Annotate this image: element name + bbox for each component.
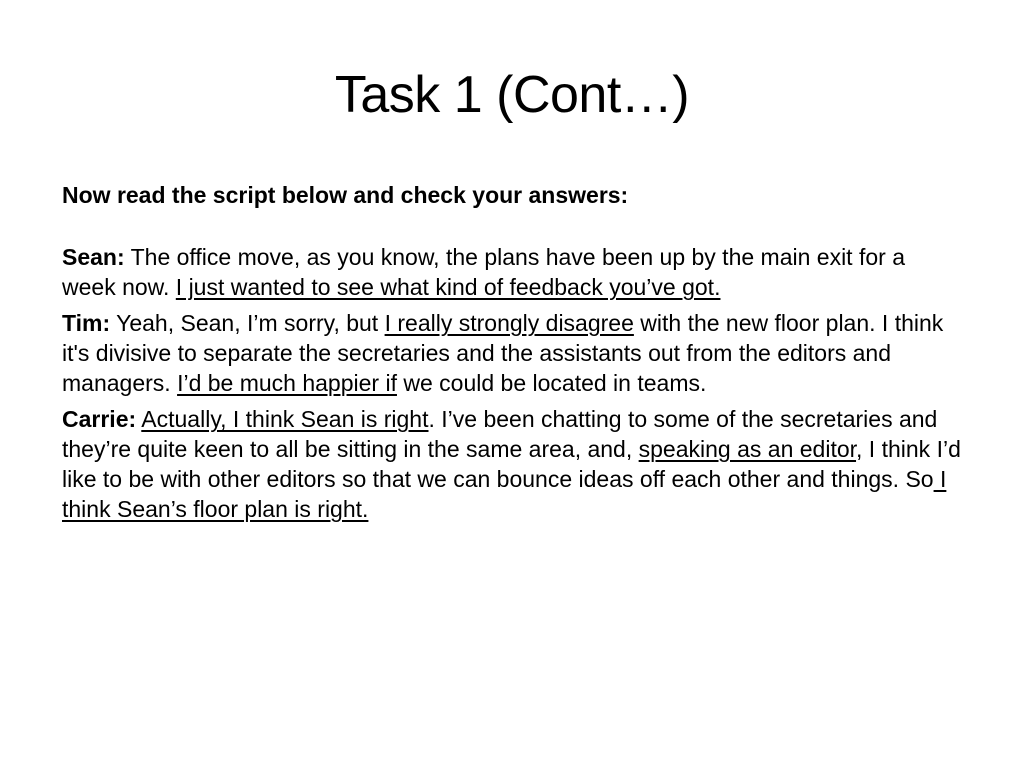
speaker-label: Sean:	[62, 244, 125, 270]
dialogue-carrie	[62, 404, 962, 524]
dialogue-text: with the new floor plan. I think it's divisive to separate the secretaries and the assistants out from the editors and managers.	[62, 310, 944, 396]
dialogue-text: we could be located in teams.	[396, 370, 707, 396]
dialogue-text: . I’ve been chatting to some of the secretaries and they’re quite keen to all be sitting in the same area, and,	[62, 406, 938, 462]
speaker-label: Tim:	[62, 310, 111, 336]
underlined-phrase: I really strongly disagree	[384, 310, 634, 336]
dialogue-sean	[62, 242, 962, 302]
slide-content	[62, 180, 962, 530]
slide-title: Task 1 (Cont…)	[334, 66, 690, 124]
speaker-label: Carrie:	[62, 406, 137, 432]
underlined-phrase: I think Sean’s floor plan is right.	[62, 466, 947, 522]
underlined-phrase: speaking as an editor	[638, 436, 857, 462]
underlined-phrase: Actually, I think Sean is right	[141, 406, 429, 432]
dialogue-text: The office move, as you know, the plans have been up by the main exit for a week now.	[62, 244, 905, 300]
dialogue-tim	[62, 308, 962, 398]
dialogue-text: Yeah, Sean, I’m sorry, but	[110, 310, 385, 336]
underlined-phrase: I just wanted to see what kind of feedback you’ve got.	[175, 274, 721, 300]
dialogue-text: , I think I’d like to be with other editors so that we can bounce ideas off each other and things. So	[62, 436, 961, 492]
underlined-phrase: I’d be much happier if	[177, 370, 397, 396]
instruction-text: Now read the script below and check your answers:	[62, 182, 629, 208]
